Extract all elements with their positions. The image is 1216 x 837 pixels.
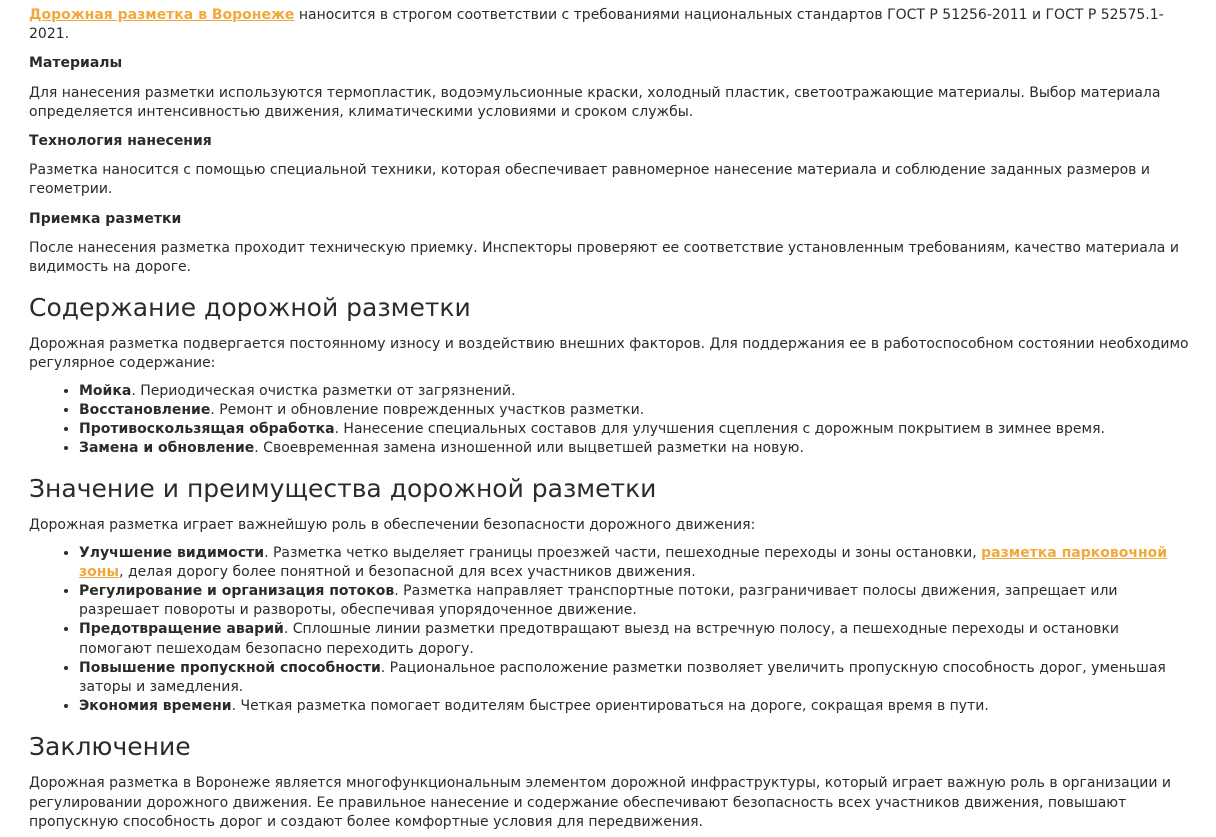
maintenance-text: Дорожная разметка подвергается постоянному износу и воздействию внешних факторов. Для поддержания ее в работоспособном состоянии необходимо регулярное содержание: [29, 336, 1189, 372]
list-item-term: Восстановление [79, 401, 211, 418]
list-item-term: Повышение пропускной способности [79, 659, 381, 676]
list-item [79, 544, 1194, 582]
materials-text: Для нанесения разметки используются термопластик, водоэмульсионные краски, холодный пластик, светоотражающие материалы. Выбор материала определяется интенсивностью движения, климатическими условиями и сроком службы. [29, 84, 1161, 120]
article-content [29, 6, 1194, 832]
parking-zone-marking-link[interactable]: разметка парковочной зоны [79, 544, 1168, 580]
list-item-term: Замена и обновление [79, 440, 255, 457]
benefits-text: Дорожная разметка играет важнейшую роль в обеспечении безопасности дорожного движения: [29, 517, 756, 534]
list-item-term: Экономия времени [79, 698, 232, 715]
acceptance-text: После нанесения разметка проходит техническую приемку. Инспекторы проверяют ее соответствие установленным требованиям, качество материала и видимость на дороге. [29, 239, 1179, 276]
list-item [79, 382, 1194, 401]
list-item-desc: , делая дорогу более понятной и безопасной для всех участников движения. [119, 563, 696, 580]
intro-paragraph [29, 6, 1194, 44]
list-item [79, 439, 1194, 458]
list-item [79, 620, 1194, 658]
list-item-term: Регулирование и организация потоков [79, 583, 395, 600]
benefits-heading: Значение и преимущества дорожной разметки [29, 474, 657, 504]
list-item [79, 697, 1194, 716]
list-item-desc: . Периодическая очистка разметки от загрязнений. [131, 382, 516, 399]
list-item [79, 659, 1194, 697]
technology-heading: Технология нанесения [29, 133, 212, 150]
list-item-desc: . Нанесение специальных составов для улучшения сцепления с дорожным покрытием в зимнее время. [334, 421, 1105, 438]
list-item [79, 401, 1194, 420]
list-item [79, 582, 1194, 620]
road-marking-voronezh-link[interactable]: Дорожная разметка в Воронеже [29, 7, 295, 23]
list-item-desc: . Рациональное расположение разметки позволяет увеличить пропускную способность дорог, уменьшая заторы и замедления. [79, 659, 1166, 696]
list-item-desc: . Ремонт и обновление поврежденных участков разметки. [210, 401, 645, 418]
materials-heading: Материалы [29, 55, 123, 72]
list-item-desc: . Своевременная замена изношенной или выцветшей разметки на новую. [254, 440, 804, 457]
list-item-term: Улучшение видимости [79, 544, 265, 561]
list-item-desc: . Разметка направляет транспортные потоки, разграничивает полосы движения, запрещает или разрешает повороты и развороты, обеспечивая упорядоченное движение. [79, 583, 1118, 619]
conclusion-heading: Заключение [29, 732, 191, 762]
list-item [79, 420, 1194, 439]
conclusion-text: Дорожная разметка в Воронеже является многофункциональным элементом дорожной инфраструктуры, который играет важную роль в организации и регулировании дорожного движения. Ее правильное нанесение и содержание обеспечивают безопасность всех участников движения, повышают пропускную способность дорог и создают более комфортные условия для передвижения. [29, 775, 1172, 830]
maintenance-list [29, 382, 1194, 459]
maintenance-heading: Содержание дорожной разметки [29, 293, 471, 323]
list-item-term: Противоскользящая обработка [79, 421, 335, 438]
acceptance-heading: Приемка разметки [29, 210, 182, 227]
intro-text: наносится в строгом соответствии с требованиями национальных стандартов ГОСТ Р 51256-2011 и ГОСТ Р 52575.1-2021. [29, 7, 1164, 43]
technology-text: Разметка наносится с помощью специальной техники, которая обеспечивает равномерное нанесение материала и соблюдение заданных размеров и геометрии. [29, 162, 1150, 198]
list-item-desc: . Четкая разметка помогает водителям быстрее ориентироваться на дороге, сокращая время в пути. [231, 698, 989, 715]
list-item-desc: . Разметка четко выделяет границы проезжей части, пешеходные переходы и зоны остановки, [264, 544, 982, 561]
list-item-desc: . Сплошные линии разметки предотвращают выезд на встречную полосу, а пешеходные переходы и остановки помогают пешеходам безопасно переходить дорогу. [79, 621, 1120, 657]
benefits-list [29, 544, 1194, 717]
list-item-term: Предотвращение аварий [79, 621, 284, 638]
list-item-term: Мойка [79, 382, 132, 399]
